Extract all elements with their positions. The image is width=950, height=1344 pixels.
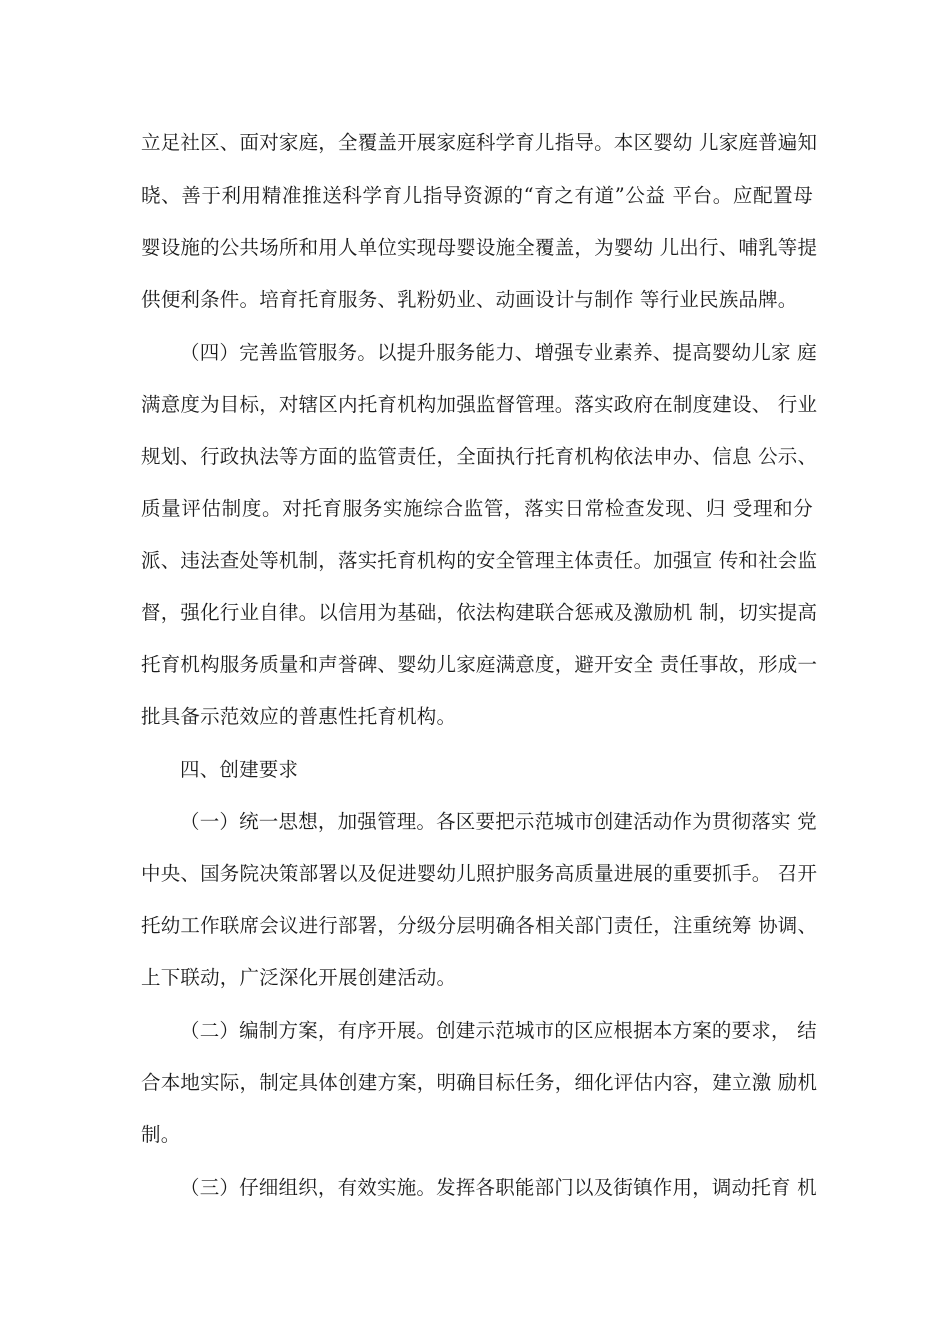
paragraph-line: 督，强化行业自律。以信用为基础，依法构建联合惩戒及激励机 制，切实提高 — [141, 601, 818, 624]
paragraph-line: 立足社区、面对家庭，全覆盖开展家庭科学育儿指导。本区婴幼 儿家庭普遍知 — [141, 131, 818, 154]
paragraph-line: 质量评估制度。对托育服务实施综合监管，落实日常检查发现、归 受理和分 — [141, 497, 813, 520]
paragraph-line: （二）编制方案，有序开展。创建示范城市的区应根据本方案的要求， 结 — [180, 1019, 817, 1042]
section-heading: 四、创建要求 — [180, 758, 299, 781]
paragraph-line: （三）仔细组织，有效实施。发挥各职能部门以及街镇作用，调动托育 机 — [180, 1176, 817, 1199]
paragraph-line: 托育机构服务质量和声誉碑、婴幼儿家庭满意度，避开安全 责任事故，形成一 — [141, 653, 818, 676]
paragraph-line: 批具备示范效应的普惠性托育机构。 — [141, 705, 457, 728]
paragraph-line: （一）统一思想，加强管理。各区要把示范城市创建活动作为贯彻落实 党 — [180, 810, 817, 833]
paragraph-line: 派、违法查处等机制，落实托育机构的安全管理主体责任。加强宣 传和社会监 — [141, 549, 818, 572]
paragraph-line: 托幼工作联席会议进行部署，分级分层明确各相关部门责任，注重统筹 协调、 — [141, 914, 818, 937]
paragraph-line: 规划、行政执法等方面的监管责任，全面执行托育机构依法申办、信息 公示、 — [141, 445, 818, 468]
paragraph-line: 供便利条件。培育托育服务、乳粉奶业、动画设计与制作 等行业民族品牌。 — [141, 288, 798, 311]
paragraph-line: 上下联动，广泛深化开展创建活动。 — [141, 966, 457, 989]
paragraph-line: 满意度为目标，对辖区内托育机构加强监督管理。落实政府在制度建设、 行业 — [141, 393, 818, 416]
paragraph-line: 合本地实际，制定具体创建方案，明确目标任务，细化评估内容，建立激 励机 — [141, 1071, 818, 1094]
paragraph-line: 晓、善于利用精准推送科学育儿指导资源的“育之有道”公益 平台。应配置母 — [141, 184, 813, 207]
paragraph-line: 中央、国务院决策部署以及促进婴幼儿照护服务高质量进展的重要抓手。 召开 — [141, 862, 818, 885]
paragraph-line: （四）完善监管服务。以提升服务能力、增强专业素养、提高婴幼儿家 庭 — [180, 341, 817, 364]
paragraph-line: 制。 — [141, 1123, 181, 1146]
paragraph-line: 婴设施的公共场所和用人单位实现母婴设施全覆盖，为婴幼 儿出行、哺乳等提 — [141, 236, 818, 259]
